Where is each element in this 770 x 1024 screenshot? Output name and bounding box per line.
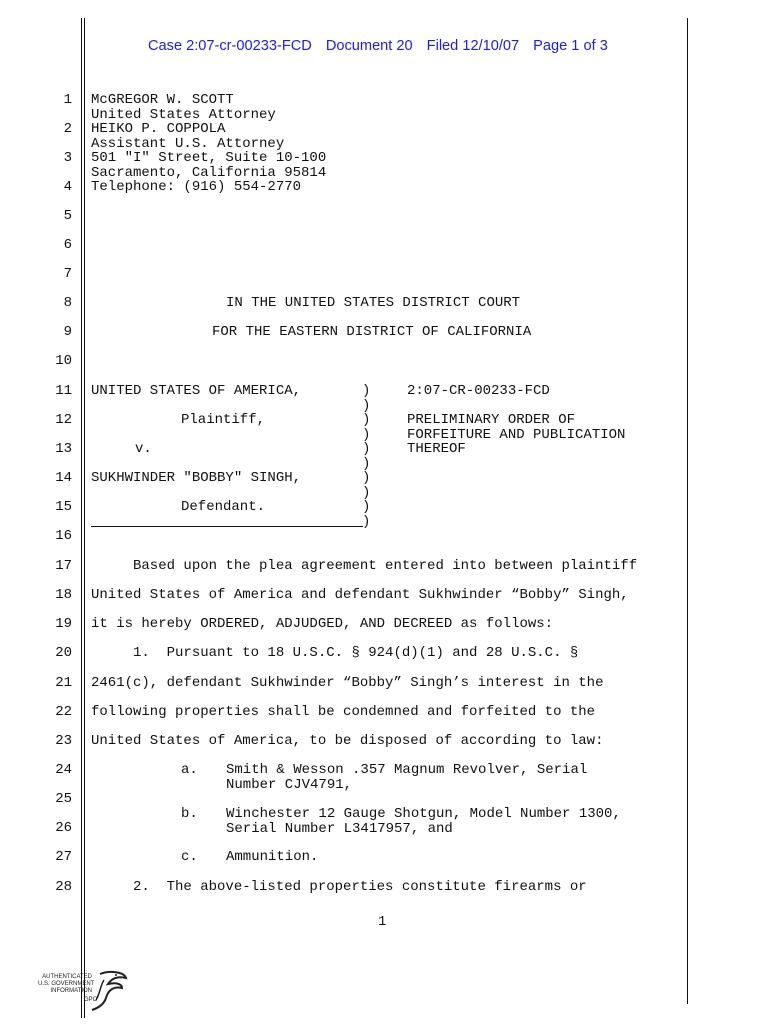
caption-paren: ) bbox=[362, 499, 371, 515]
line-number: 2 bbox=[63, 121, 72, 137]
line-number: 9 bbox=[63, 324, 72, 340]
caption-underline bbox=[91, 526, 363, 527]
filed-date: Filed 12/10/07 bbox=[426, 38, 520, 54]
line-number: 14 bbox=[55, 470, 72, 486]
line-number: 6 bbox=[63, 237, 72, 253]
list-item-letter: a. bbox=[181, 762, 198, 778]
caption-paren: ) bbox=[362, 412, 371, 428]
line-number: 13 bbox=[55, 441, 72, 457]
line-number: 18 bbox=[55, 587, 72, 603]
court-title: IN THE UNITED STATES DISTRICT COURT bbox=[226, 295, 521, 311]
logo-line: U.S. GOVERNMENT bbox=[38, 981, 95, 987]
line-number: 16 bbox=[55, 528, 72, 544]
body-line: 2. The above-listed properties constitute firearms or bbox=[91, 879, 587, 895]
caption-paren: ) bbox=[362, 383, 371, 399]
attorney-line: 501 "I" Street, Suite 10-100 bbox=[91, 150, 327, 166]
line-number: 24 bbox=[55, 762, 72, 778]
line-number: 19 bbox=[55, 616, 72, 632]
attorney-line: HEIKO P. COPPOLA bbox=[91, 121, 226, 137]
line-number: 11 bbox=[55, 383, 72, 399]
line-number: 26 bbox=[55, 820, 72, 836]
caption-paren: ) bbox=[362, 470, 371, 486]
caption-paren: ) bbox=[362, 484, 371, 501]
document-header bbox=[148, 38, 622, 54]
right-margin-rule bbox=[687, 18, 688, 1004]
caption-paren: ) bbox=[362, 426, 371, 443]
body-line: United States of America, to be disposed of according to law: bbox=[91, 733, 604, 749]
attorney-line: Sacramento, California 95814 bbox=[91, 164, 327, 181]
line-number: 20 bbox=[55, 645, 72, 661]
attorney-line: Assistant U.S. Attorney bbox=[91, 135, 285, 152]
line-number: 4 bbox=[63, 179, 72, 195]
body-line: United States of America and defendant Sukhwinder “Bobby” Singh, bbox=[91, 587, 629, 603]
attorney-line: Telephone: (916) 554-2770 bbox=[91, 179, 302, 195]
attorney-line: United States Attorney bbox=[91, 106, 276, 123]
line-number: 12 bbox=[55, 412, 72, 428]
line-number: 21 bbox=[55, 675, 72, 691]
plaintiff-name: UNITED STATES OF AMERICA, bbox=[91, 383, 302, 399]
line-number: 23 bbox=[55, 733, 72, 749]
logo-line: GPO bbox=[84, 997, 98, 1003]
left-margin-rule-2 bbox=[84, 18, 85, 1018]
document-title: FORFEITURE AND PUBLICATION bbox=[407, 426, 626, 443]
list-item-text: Number CJV4791, bbox=[226, 776, 353, 793]
list-item-text: Ammunition. bbox=[226, 849, 319, 865]
list-item-letter: c. bbox=[181, 849, 198, 865]
document-title: THEREOF bbox=[407, 441, 466, 457]
line-number: 28 bbox=[55, 879, 72, 895]
defendant-name: SUKHWINDER "BOBBY" SINGH, bbox=[91, 470, 302, 486]
page-indicator: Page 1 of 3 bbox=[533, 38, 608, 54]
caption-paren: ) bbox=[362, 455, 371, 472]
line-number: 15 bbox=[55, 499, 72, 515]
document-title: PRELIMINARY ORDER OF bbox=[407, 412, 576, 428]
body-line: it is hereby ORDERED, ADJUDGED, AND DECREED as follows: bbox=[91, 616, 554, 632]
court-district: FOR THE EASTERN DISTRICT OF CALIFORNIA bbox=[212, 324, 532, 340]
list-item-letter: b. bbox=[181, 806, 198, 822]
body-line: 2461(c), defendant Sukhwinder “Bobby” Singh’s interest in the bbox=[91, 675, 604, 691]
line-number: 8 bbox=[63, 295, 72, 311]
body-line: following properties shall be condemned and forfeited to the bbox=[91, 704, 596, 720]
page-number: 1 bbox=[378, 914, 387, 930]
line-number: 7 bbox=[63, 266, 72, 282]
line-number: 1 bbox=[63, 92, 72, 108]
case-number-caption: 2:07-CR-00233-FCD bbox=[407, 383, 550, 399]
logo-line: AUTHENTICATED bbox=[42, 974, 92, 980]
line-number: 5 bbox=[63, 208, 72, 224]
gpo-authentication-logo bbox=[38, 968, 130, 1012]
line-number: 25 bbox=[55, 791, 72, 807]
case-number: Case 2:07-cr-00233-FCD bbox=[148, 38, 312, 54]
plaintiff-label: Plaintiff, bbox=[181, 412, 266, 428]
list-item-text: Serial Number L3417957, and bbox=[226, 820, 453, 837]
list-item-text: Smith & Wesson .357 Magnum Revolver, Serial bbox=[226, 762, 588, 778]
line-number: 17 bbox=[55, 558, 72, 574]
body-line: 1. Pursuant to 18 U.S.C. § 924(d)(1) and 28 U.S.C. § bbox=[91, 645, 579, 661]
line-number: 10 bbox=[55, 353, 72, 369]
caption-paren: ) bbox=[362, 397, 371, 414]
caption-paren: ) bbox=[362, 441, 371, 457]
defendant-label: Defendant. bbox=[181, 499, 266, 515]
caption-paren: ) bbox=[362, 513, 371, 530]
attorney-line: McGREGOR W. SCOTT bbox=[91, 92, 234, 108]
body-line: Based upon the plea agreement entered into between plaintiff bbox=[91, 558, 638, 574]
left-margin-rule-1 bbox=[81, 18, 82, 1018]
line-number: 22 bbox=[55, 704, 72, 720]
list-item-text: Winchester 12 Gauge Shotgun, Model Number 1300, bbox=[226, 806, 621, 822]
versus: v. bbox=[135, 441, 152, 457]
document-number: Document 20 bbox=[325, 38, 413, 54]
logo-line: INFORMATION bbox=[50, 988, 92, 994]
line-number: 3 bbox=[63, 150, 72, 166]
line-number: 27 bbox=[55, 849, 72, 865]
